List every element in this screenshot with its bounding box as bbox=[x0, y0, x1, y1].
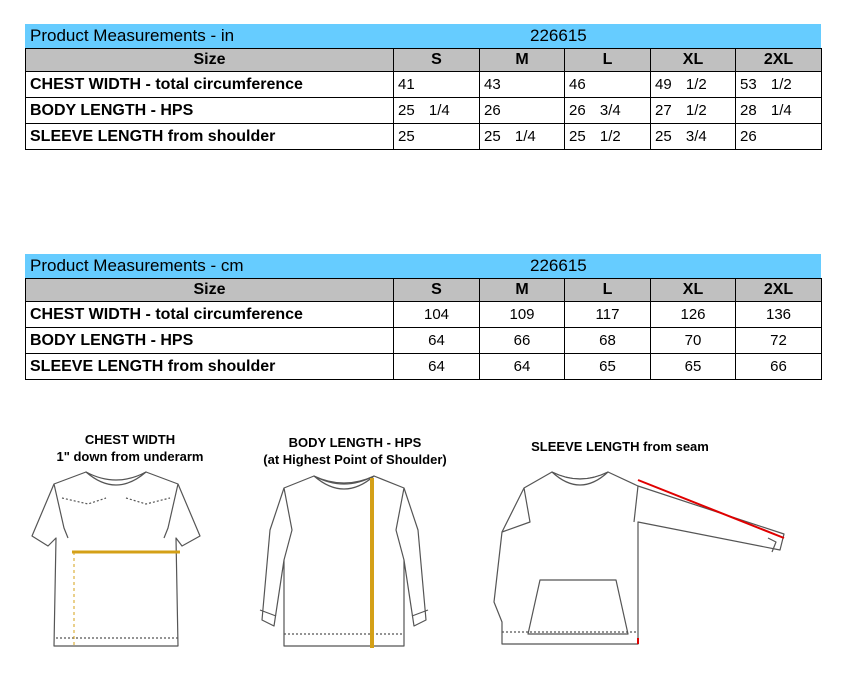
table-cell: 64 bbox=[480, 354, 565, 380]
table-cell: 64 bbox=[394, 354, 480, 380]
size-m-header: M bbox=[480, 49, 565, 72]
table-cell: 27 1/2 bbox=[651, 98, 736, 124]
size-m-header: M bbox=[480, 279, 565, 302]
table-cell: 25 1/4 bbox=[394, 98, 480, 124]
size-xl-header: XL bbox=[651, 49, 736, 72]
table-cell: 28 1/4 bbox=[736, 98, 822, 124]
size-s-header: S bbox=[394, 49, 480, 72]
table-cell: 25 3/4 bbox=[651, 124, 736, 150]
table-cell: 68 bbox=[565, 328, 651, 354]
table-cell: 25 bbox=[394, 124, 480, 150]
table-cell: 136 bbox=[736, 302, 822, 328]
table-cell: 41 bbox=[394, 72, 480, 98]
table-cell: 25 1/2 bbox=[565, 124, 651, 150]
inches-table bbox=[25, 48, 822, 150]
table-row bbox=[26, 72, 822, 98]
cm-table-block bbox=[25, 254, 821, 380]
table-cell: 126 bbox=[651, 302, 736, 328]
table-cell: 117 bbox=[565, 302, 651, 328]
table-title: Product Measurements - cm bbox=[30, 256, 244, 275]
body-diagram-label bbox=[235, 434, 475, 468]
table-cell: 26 bbox=[480, 98, 565, 124]
chest-diagram-label bbox=[20, 431, 240, 465]
inches-title-bar bbox=[25, 24, 821, 48]
cm-title-bar bbox=[25, 254, 821, 278]
row-label: BODY LENGTH - HPS bbox=[26, 98, 394, 124]
table-cell: 49 1/2 bbox=[651, 72, 736, 98]
table-cell: 65 bbox=[565, 354, 651, 380]
table-row bbox=[26, 124, 822, 150]
table-cell: 109 bbox=[480, 302, 565, 328]
chest-label-line1: CHEST WIDTH bbox=[84, 432, 176, 447]
table-cell: 26 3/4 bbox=[565, 98, 651, 124]
table-cell: 46 bbox=[565, 72, 651, 98]
body-label-line1: BODY LENGTH - HPS bbox=[288, 435, 422, 450]
table-row bbox=[26, 354, 822, 380]
chest-label-line2: 1" down from underarm bbox=[56, 449, 204, 464]
table-cell: 104 bbox=[394, 302, 480, 328]
style-code: 226615 bbox=[530, 256, 587, 275]
table-cell: 53 1/2 bbox=[736, 72, 822, 98]
header-row bbox=[26, 279, 822, 302]
size-header: Size bbox=[26, 279, 394, 302]
table-cell: 64 bbox=[394, 328, 480, 354]
size-2xl-header: 2XL bbox=[736, 279, 822, 302]
table-row bbox=[26, 98, 822, 124]
size-l-header: L bbox=[565, 279, 651, 302]
row-label: BODY LENGTH - HPS bbox=[26, 328, 394, 354]
size-s-header: S bbox=[394, 279, 480, 302]
size-header: Size bbox=[26, 49, 394, 72]
table-title: Product Measurements - in bbox=[30, 26, 235, 45]
size-2xl-header: 2XL bbox=[736, 49, 822, 72]
table-cell: 65 bbox=[651, 354, 736, 380]
row-label: CHEST WIDTH - total circumference bbox=[26, 72, 394, 98]
sweatshirt-diagram-icon bbox=[254, 470, 434, 650]
style-code: 226615 bbox=[530, 26, 587, 45]
cm-table bbox=[25, 278, 822, 380]
row-label: SLEEVE LENGTH from shoulder bbox=[26, 124, 394, 150]
body-label-line2: (at Highest Point of Shoulder) bbox=[263, 452, 447, 467]
table-cell: 43 bbox=[480, 72, 565, 98]
table-row bbox=[26, 328, 822, 354]
table-cell: 66 bbox=[736, 354, 822, 380]
row-label: SLEEVE LENGTH from shoulder bbox=[26, 354, 394, 380]
table-cell: 25 1/4 bbox=[480, 124, 565, 150]
table-cell: 66 bbox=[480, 328, 565, 354]
row-label: CHEST WIDTH - total circumference bbox=[26, 302, 394, 328]
size-xl-header: XL bbox=[651, 279, 736, 302]
header-row bbox=[26, 49, 822, 72]
table-cell: 26 bbox=[736, 124, 822, 150]
inches-table-block bbox=[25, 24, 821, 150]
pocket-sweatshirt-diagram-icon bbox=[488, 462, 788, 648]
tshirt-diagram-icon bbox=[28, 468, 204, 650]
table-cell: 72 bbox=[736, 328, 822, 354]
table-cell: 70 bbox=[651, 328, 736, 354]
sleeve-label-line1: SLEEVE LENGTH from seam bbox=[531, 439, 709, 454]
table-row bbox=[26, 302, 822, 328]
size-l-header: L bbox=[565, 49, 651, 72]
sleeve-diagram-label bbox=[500, 438, 740, 455]
